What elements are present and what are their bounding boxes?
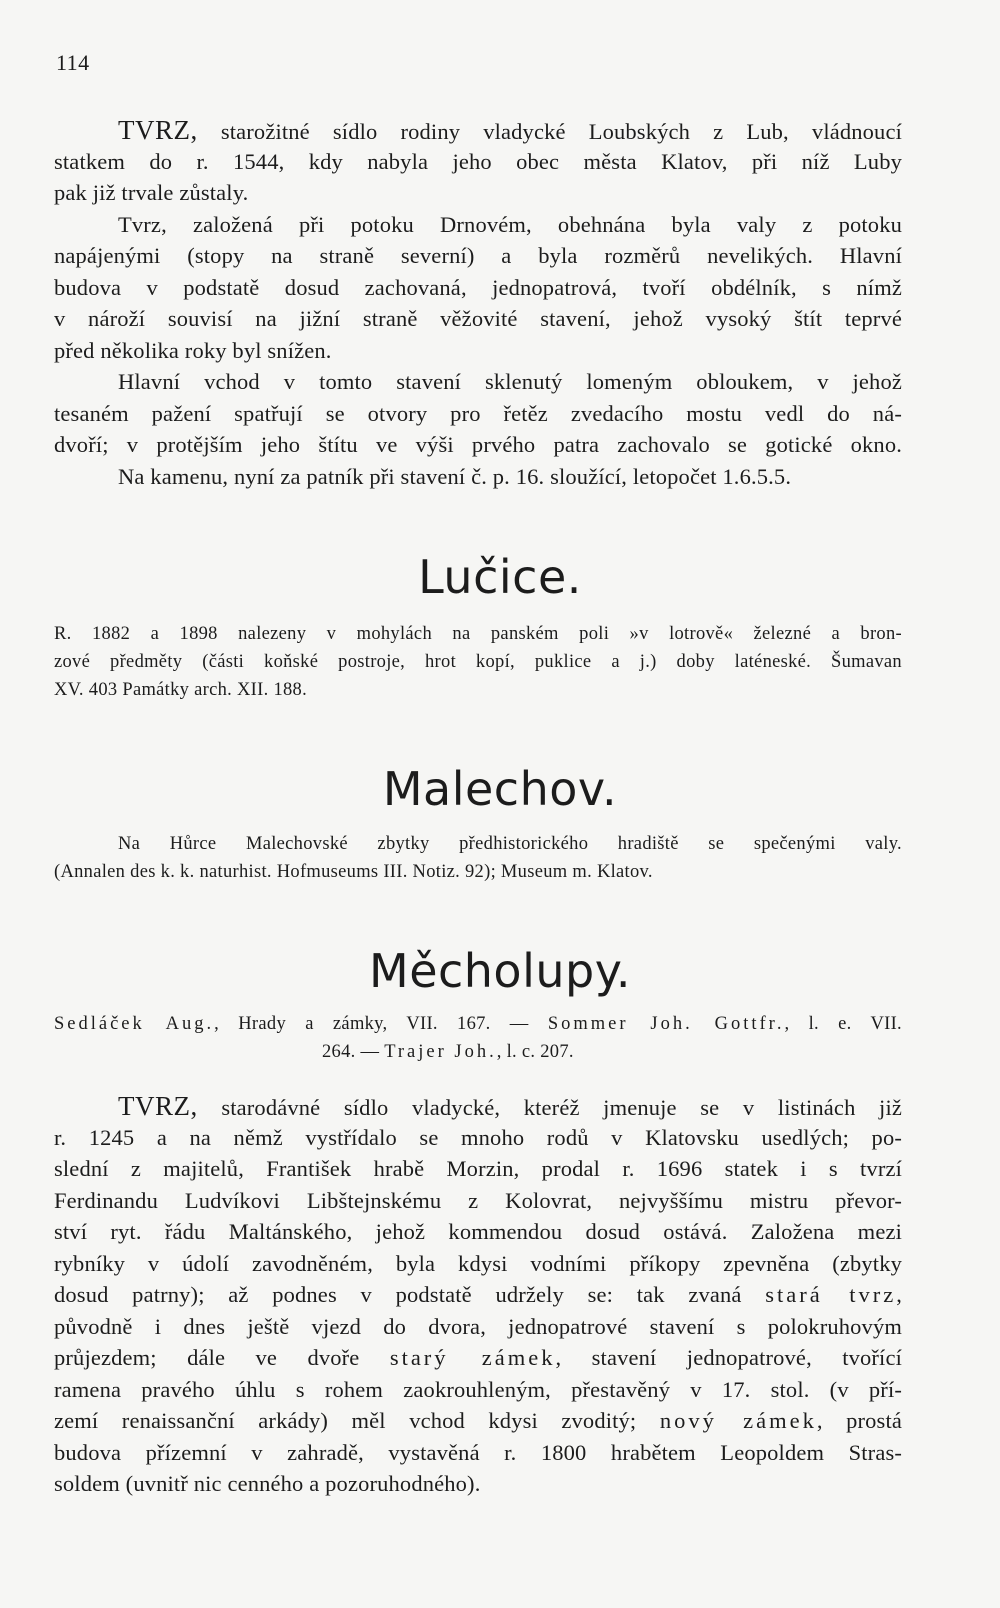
paragraph-line: budova v podstatě dosud zachovaná, jednopatrová, tvoří obdélník, s nímž (54, 275, 902, 300)
paragraph-line: ramena pravého úhlu s rohem zaokrouhleným, přestavěný v 17. stol. (v pří- (54, 1377, 902, 1402)
spaced-emphasis: starý zámek (389, 1345, 556, 1370)
reference-line: 264. — Trajer Joh., l. c. 207. (322, 1042, 574, 1062)
paragraph-line: napájenými (stopy na straně severní) a byla rozměrů nevelikých. Hlavní (54, 243, 902, 268)
section-heading-malechov: Malechov. (382, 762, 618, 816)
spaced-emphasis: stará tvrz (765, 1282, 897, 1307)
paragraph-line: ství ryt. řádu Maltánského, jehož kommendou dosud ostává. Založena mezi (54, 1219, 902, 1244)
paragraph-line: Na Hůrce Malechovské zbytky předhistorického hradiště se spečenými valy. (118, 834, 902, 854)
lead-word: TVRZ, (118, 1091, 198, 1121)
reference-line: Sedláček Aug., Hrady a zámky, VII. 167. — Sommer Joh. Gottfr., l. e. VII. (54, 1014, 902, 1034)
paragraph-line: Tvrz, založená při potoku Drnovém, obehnána byla valy z potoku (118, 212, 902, 237)
paragraph-line: dosud patrny); až podnes v podstatě udržely se: tak zvaná stará tvrz, (54, 1282, 902, 1307)
paragraph-line: slední z majitelů, František hrabě Morzin, prodal r. 1696 statek i s tvrzí (54, 1156, 902, 1181)
paragraph-line: r. 1245 a na němž vystřídalo se mnoho rodů v Klatovsku usedlých; po- (54, 1125, 902, 1150)
paragraph-line: statkem do r. 1544, kdy nabyla jeho obec města Klatov, při níž Luby (54, 149, 902, 174)
author-name: Trajer Joh. (384, 1042, 497, 1062)
author-name: Sommer Joh. Gottfr. (547, 1014, 785, 1034)
paragraph-line: zemí renaissanční arkády) měl vchod kdysi zvoditý; nový zámek, prostá (54, 1408, 902, 1433)
paragraph-line: (Annalen des k. k. naturhist. Hofmuseums III. Notiz. 92); Museum m. Klatov. (54, 862, 653, 882)
paragraph-line: pak již trvale zůstaly. (54, 180, 249, 205)
paragraph-line: R. 1882 a 1898 nalezeny v mohylách na panském poli »v lotrově« železné a bron- (54, 624, 902, 644)
paragraph-line: Ferdinandu Ludvíkovi Libštejnskému z Kolovrat, nejvyššímu mistru převor- (54, 1188, 902, 1213)
paragraph-line: tesaném pažení spatřují se otvory pro řetěz zvedacího mostu vedl do ná- (54, 401, 902, 426)
paragraph-line: budova přízemní v zahradě, vystavěná r. 1800 hrabětem Leopoldem Stras- (54, 1440, 902, 1465)
paragraph-line: dvoří; v protějším jeho štítu ve výši prvého patra zachovalo se gotické okno. (54, 432, 902, 457)
paragraph-line: původně i dnes ještě vjezd do dvora, jednopatrové stavení s polokruhovým (54, 1314, 902, 1339)
paragraph-line: před několika roky byl snížen. (54, 338, 332, 363)
page-number: 114 (56, 50, 90, 75)
author-name: Sedláček Aug. (54, 1014, 215, 1034)
section-heading-mecholupy: Měcholupy. (369, 944, 631, 998)
paragraph-line: TVRZ, starožitné sídlo rodiny vladycké Loubských z Lub, vládnoucí (118, 115, 902, 145)
paragraph-line: rybníky v údolí zavodněném, byla kdysi vodními příkopy zpevněna (zbytky (54, 1251, 902, 1276)
paragraph-line: průjezdem; dále ve dvoře starý zámek, stavení jednopatrové, tvořící (54, 1345, 902, 1370)
paragraph-line: v nároží souvisí na jižní straně věžovité stavení, jehož vysoký štít teprvé (54, 306, 902, 331)
section-heading-lucice: Lučice. (418, 550, 582, 604)
paragraph-line: soldem (uvnitř nic cenného a pozoruhodného). (54, 1471, 481, 1496)
lead-word: TVRZ, (118, 115, 198, 145)
paragraph-line: Na kamenu, nyní za patník při stavení č. p. 16. sloužící, letopočet 1.6.5.5. (118, 464, 792, 489)
paragraph-line: Hlavní vchod v tomto stavení sklenutý lomeným obloukem, v jehož (118, 369, 902, 394)
spaced-emphasis: nový zámek (659, 1408, 817, 1433)
paragraph-line: XV. 403 Památky arch. XII. 188. (54, 680, 308, 700)
paragraph-line: TVRZ, starodávné sídlo vladycké, kteréž jmenuje se v listinách již (118, 1091, 902, 1121)
paragraph-line: zové předměty (části koňské postroje, hrot kopí, puklice a j.) doby laténeské. Šumavan (54, 652, 902, 672)
